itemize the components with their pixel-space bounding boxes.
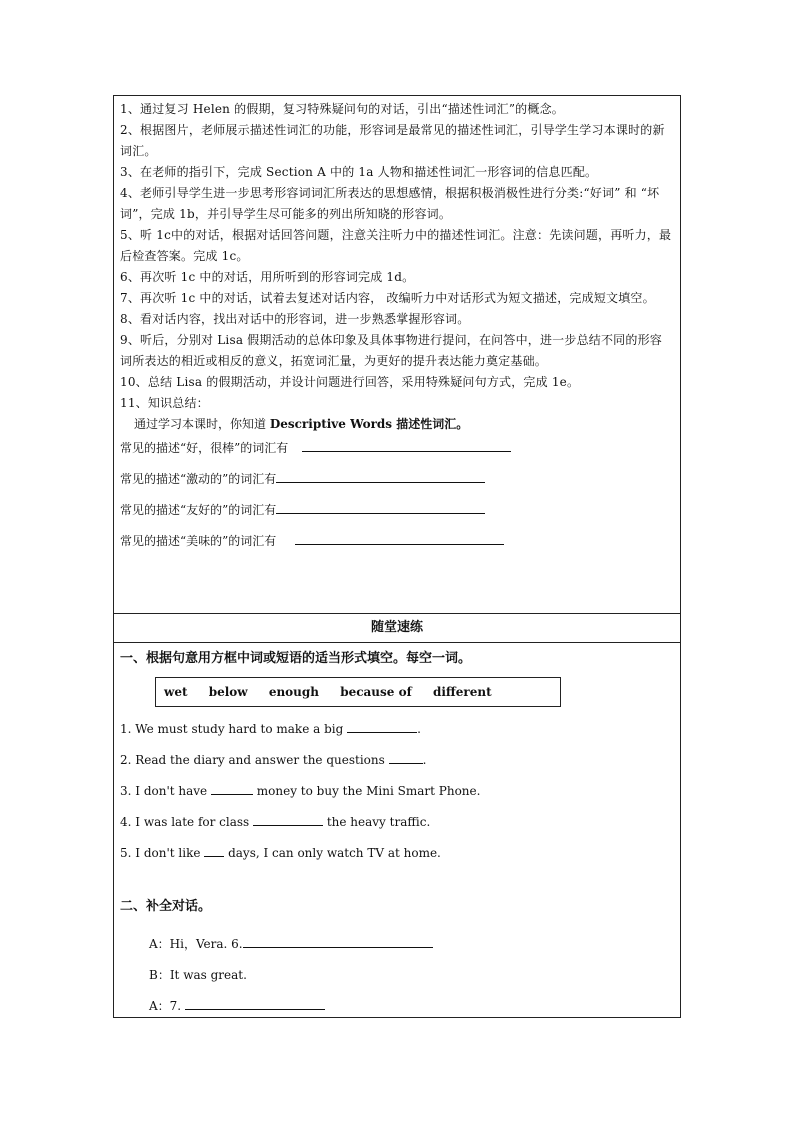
step-1: 1、通过复习 Helen 的假期，复习特殊疑问句的对话，引出“描述性词汇”的概念。 bbox=[120, 102, 564, 116]
lesson-sheet bbox=[113, 95, 681, 1018]
dialog-text: B：It was great. bbox=[149, 968, 247, 982]
step-9: 9、听后，分别对 Lisa 假期活动的总体印象及具体事物进行提问，在问答中，进一步总结不同的形容词所表达的相近或相反的意义，拓宽词汇量，为更好的提升表达能力奠定基础。 bbox=[120, 333, 662, 368]
section-title: 随堂速练 bbox=[114, 614, 680, 643]
dialog-line-b bbox=[149, 960, 674, 991]
step-8: 8、看对话内容，找出对话中的形容词，进一步熟悉掌握形容词。 bbox=[120, 312, 470, 326]
part1-heading bbox=[120, 649, 674, 669]
question-text: 1. We must study hard to make a big bbox=[120, 722, 348, 736]
answer-blank[interactable] bbox=[276, 482, 485, 483]
word-option: because of bbox=[340, 685, 412, 699]
fill-line-excited bbox=[120, 464, 674, 495]
question-text-after: . bbox=[417, 722, 421, 736]
knowledge-summary bbox=[134, 414, 674, 435]
fill-label: 常见的描述“好，很棒”的词汇有 bbox=[120, 441, 289, 455]
fill-label: 常见的描述“激动的”的词汇有 bbox=[120, 472, 277, 486]
question-text-after: . bbox=[422, 753, 427, 767]
step-3: 3、在老师的指引下，完成 Section A 中的 1a 人物和描述性词汇一形容词的信息匹配。 bbox=[120, 165, 598, 179]
summary-bold: Descriptive Words 描述性词汇。 bbox=[269, 417, 469, 431]
step-2: 2、根据图片，老师展示描述性词汇的功能，形容词是最常见的描述性词汇，引导学生学习本课时的新词汇。 bbox=[120, 123, 665, 158]
question-text-after: days, I can only watch TV at home. bbox=[224, 846, 441, 860]
part1-heading-main: 一、根据句意用方框中词或短语的适当形式填空。 bbox=[120, 651, 407, 666]
step-7: 7、再次听 1c 中的对话，试着去复述对话内容， 改编听力中对话形式为短文描述，完成短文填空。 bbox=[120, 291, 655, 305]
step-11: 11、知识总结： bbox=[120, 396, 209, 410]
question-3 bbox=[120, 776, 674, 807]
word-option: enough bbox=[268, 685, 320, 699]
dialog-line-7 bbox=[149, 991, 674, 1022]
step-4: 4、老师引导学生进一步思考形容词词汇所表达的思想感情，根据积极消极性进行分类:“好词” 和 “坏词”，完成 1b，并引导学生尽可能多的列出所知晓的形容词。 bbox=[120, 186, 660, 221]
dialog-line-6 bbox=[149, 929, 674, 960]
word-option: different bbox=[432, 685, 492, 699]
answer-blank[interactable] bbox=[389, 763, 423, 764]
answer-blank[interactable] bbox=[253, 825, 323, 826]
fill-line-delicious bbox=[120, 526, 674, 557]
answer-blank[interactable] bbox=[347, 732, 417, 733]
practice-section bbox=[114, 643, 680, 1022]
summary-prefix: 通过学习本课时，你知道 bbox=[134, 417, 270, 431]
fill-line-good bbox=[120, 433, 674, 464]
question-text: 4. I was late for class bbox=[120, 815, 254, 829]
word-box bbox=[155, 677, 561, 707]
word-option: below bbox=[208, 685, 248, 699]
fill-line-friendly bbox=[120, 495, 674, 526]
fill-label: 常见的描述“友好的”的词汇有 bbox=[120, 503, 277, 517]
dialog-text: A：Hi，Vera. 6. bbox=[149, 937, 243, 951]
answer-blank[interactable] bbox=[302, 451, 511, 452]
question-1 bbox=[120, 714, 674, 745]
answer-blank[interactable] bbox=[185, 1009, 325, 1010]
step-6: 6、再次听 1c 中的对话，用所听到的形容词完成 1d。 bbox=[120, 270, 415, 284]
word-option: wet bbox=[164, 685, 188, 699]
part1-heading-tail: 每空一词。 bbox=[406, 651, 472, 666]
question-5 bbox=[120, 838, 674, 869]
answer-blank[interactable] bbox=[204, 856, 224, 857]
question-4 bbox=[120, 807, 674, 838]
question-text-after: the heavy traffic. bbox=[323, 815, 431, 829]
teaching-steps-section bbox=[114, 96, 680, 614]
question-text: 5. I don't like bbox=[120, 846, 205, 860]
part2-heading: 二、补全对话。 bbox=[120, 899, 212, 914]
question-text: 3. I don't have bbox=[120, 784, 211, 798]
question-2 bbox=[120, 745, 674, 776]
answer-blank[interactable] bbox=[211, 794, 253, 795]
step-5: 5、听 1c中的对话，根据对话回答问题，注意关注听力中的描述性词汇。注意：先读问题，再听力，最后检查答案。完成 1c。 bbox=[120, 228, 672, 263]
answer-blank[interactable] bbox=[276, 513, 485, 514]
question-text-after: money to buy the Mini Smart Phone. bbox=[252, 784, 481, 798]
answer-blank[interactable] bbox=[243, 947, 433, 948]
answer-blank[interactable] bbox=[295, 544, 504, 545]
step-10: 10、总结 Lisa 的假期活动，并设计问题进行回答，采用特殊疑问句方式，完成 1e。 bbox=[120, 375, 580, 389]
question-text: 2. Read the diary and answer the questions bbox=[120, 753, 389, 767]
fill-label: 常见的描述“美味的”的词汇有 bbox=[120, 534, 277, 548]
dialog-text: A：7. bbox=[149, 999, 185, 1013]
